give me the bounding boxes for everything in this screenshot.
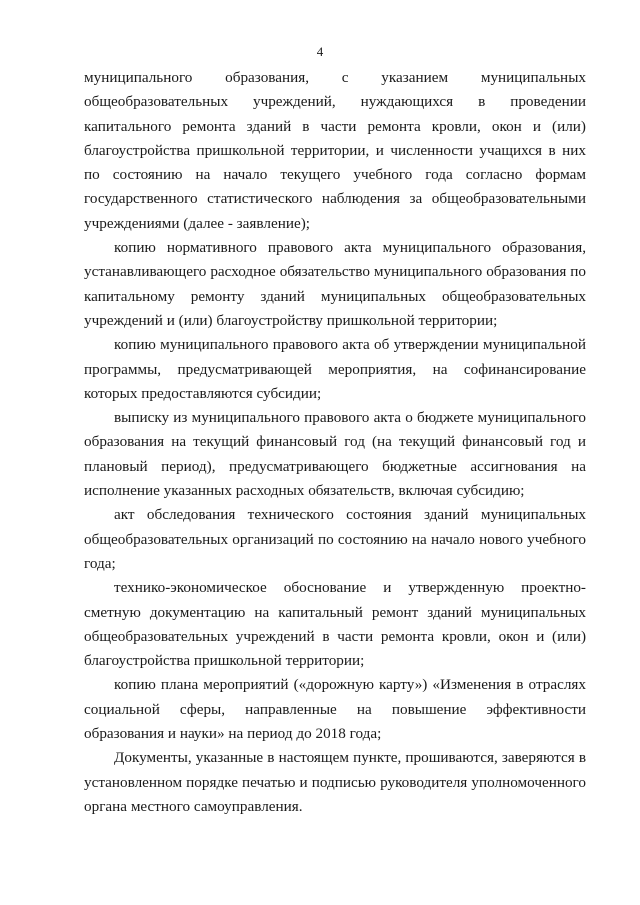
- paragraph-normative-act: копию нормативного правового акта муниципального образования, устанавливающего расходное обязательство муниципального образования по капитальному ремонту зданий муниципальных общеобразовательных учреждений и (или) благоустройству пришкольной территории;: [84, 239, 586, 329]
- paragraph-budget-extract: выписку из муниципального правового акта о бюджете муниципального образования на текущий финансовый год (на текущий финансовый год и плановый период), предусматривающего бюджетные ассигнования на исполнение указанных расходных обязательств, включая субсидию;: [84, 409, 586, 500]
- paragraph-feasibility-study: технико-экономическое обоснование и утвержденную проектно-сметную документацию на капитальный ремонт зданий муниципальных общеобразовательных учреждений в части ремонта кровли, окон и (или) благоустройства пришкольной территории;: [84, 579, 586, 670]
- paragraph-municipal-program: копию муниципального правового акта об утверждении муниципальной программы, предусматривающей мероприятия, на софинансирование которых предоставляются субсидии;: [84, 336, 586, 402]
- page-number: 4: [316, 44, 324, 59]
- paragraph-application: муниципального образования, с указанием муниципальных общеобразовательных учреждений, нуждающихся в проведении капитального ремонта зданий в части ремонта кровли, окон и (или) благоустройства пришкольной территории, и численности учащихся в них по состоянию на начало текущего учебного года согласно формам государственного статистического наблюдения за общеобразовательными учреждениями (далее - заявление);: [84, 69, 586, 232]
- paragraph-roadmap: копию плана мероприятий («дорожную карту») «Изменения в отраслях социальной сферы, направленные на повышение эффективности образования и науки» на период до 2018 года;: [84, 676, 586, 743]
- paragraph-inspection-act: акт обследования технического состояния зданий муниципальных общеобразовательных организаций по состоянию на начало нового учебного года;: [84, 506, 586, 572]
- document-body: [84, 66, 586, 819]
- paragraph-certification: Документы, указанные в настоящем пункте, прошиваются, заверяются в установленном порядке печатью и подписью руководителя уполномоченного органа местного самоуправления.: [84, 749, 586, 815]
